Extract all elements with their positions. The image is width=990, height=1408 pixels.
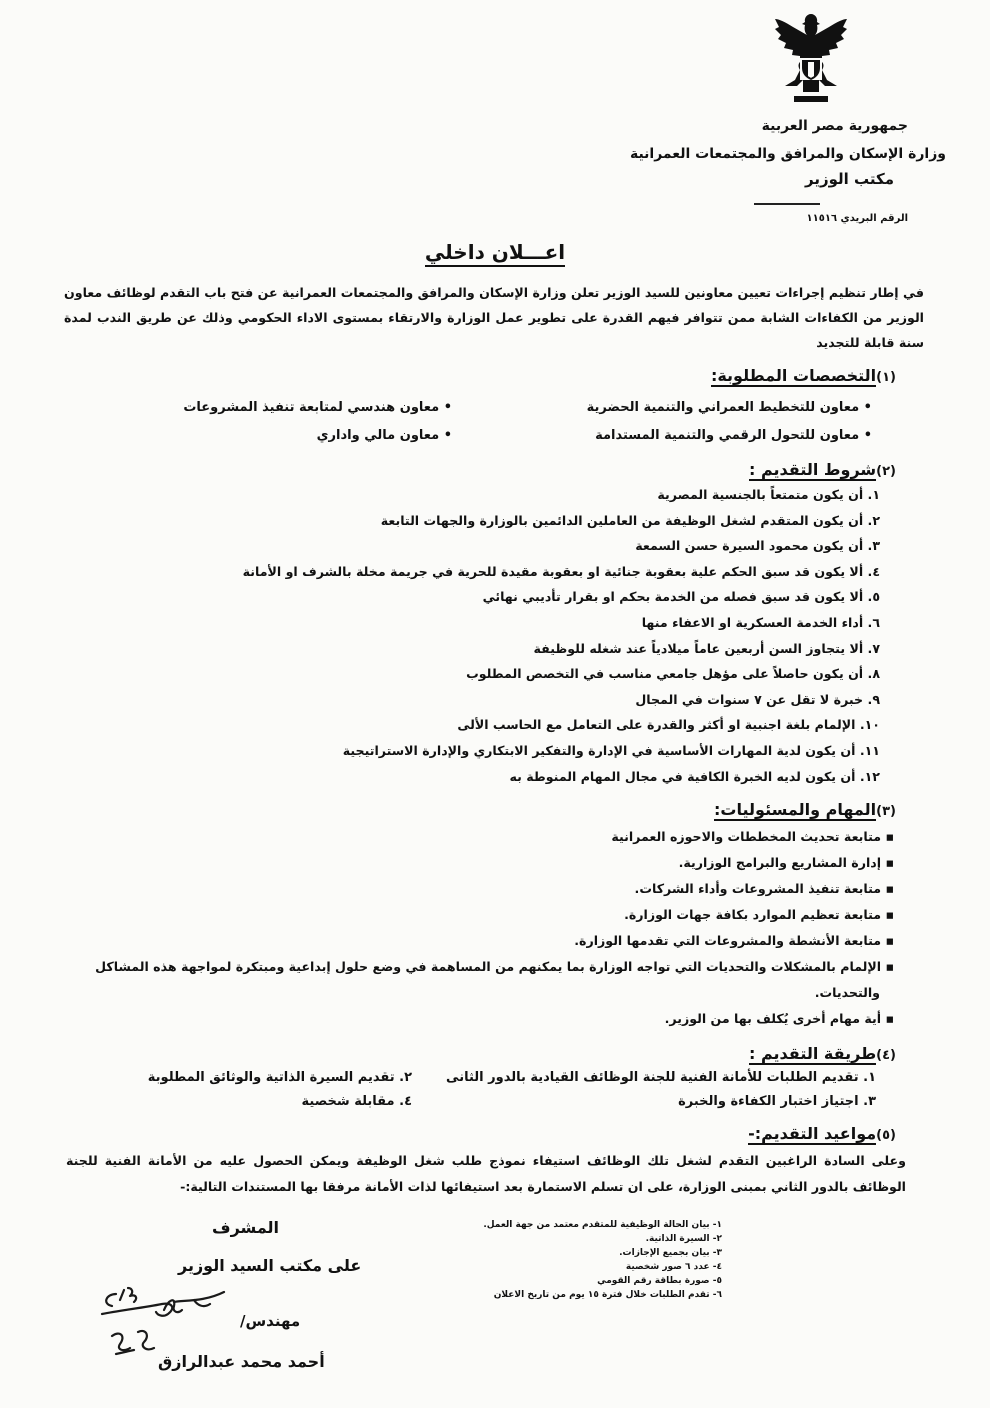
signature-role: المشرف: [212, 1218, 280, 1237]
eagle-emblem-icon: [766, 12, 856, 108]
specialty-item: • معاون مالي واداري: [316, 428, 452, 443]
method-item: ١. تقديم الطلبات للأمانة الفنية للجنة الوظائف القيادية بالدور الثانى: [446, 1070, 876, 1085]
method-item: ٤. مقابلة شخصية: [301, 1094, 412, 1109]
handwritten-signature-icon: [94, 1280, 244, 1376]
duty-item: ▪ متابعة تنفيذ المشروعات وأداء الشركات.: [634, 881, 894, 896]
condition-item: ١. أن يكون متمتعاً بالجنسية المصرية: [657, 487, 880, 502]
document-item: ٢- السيرة الذاتية.: [645, 1234, 722, 1244]
condition-item: ١٠. الإلمام بلغة اجنبية او أكثر والقدرة على التعامل مع الحاسب الألى: [457, 717, 880, 733]
required-documents-list: [483, 1218, 722, 1302]
method-item: ٣. اجتياز اختبار الكفاءة والخبرة: [678, 1094, 876, 1109]
duty-item: ▪ متابعة الأنشطة والمشروعات التي تقدمها الوزارة.: [574, 933, 894, 948]
header-country: جمهورية مصر العربية: [761, 118, 908, 134]
condition-item: ٧. ألا يتجاوز السن أربعين عاماً ميلادياً عند شغله للوظيفة: [533, 640, 880, 656]
document-item: ٦- تقدم الطلبات خلال فترة ١٥ يوم من تاريخ الاعلان: [493, 1290, 722, 1300]
document-item: ٣- بيان بجميع الإجازات.: [619, 1248, 722, 1258]
section-specialties-heading: (١)التخصصات المطلوبة:: [710, 366, 896, 385]
duty-item: ▪ أية مهام أخرى يُكلف بها من الوزير.: [664, 1011, 894, 1026]
specialty-item: • معاون هندسي لمتابعة تنفيذ المشروعات: [183, 400, 452, 415]
header-ministry: وزارة الإسكان والمرافق والمجتمعات العمرانية: [629, 146, 946, 162]
condition-item: ٢. أن يكون المتقدم لشغل الوظيفة من العاملين الدائمين بالوزارة والجهات التابعة: [380, 512, 880, 528]
specialties-column-right: [587, 394, 872, 450]
document-item: ٥- صورة بطاقة رقم القومي: [597, 1276, 722, 1286]
section-method-heading: (٤)طريقة التقديم :: [749, 1044, 896, 1063]
condition-item: ١٢. أن يكون لديه الخبرة الكافية في مجال المهام المنوطة به: [509, 768, 880, 784]
method-column-left: [148, 1066, 412, 1114]
duties-list: [94, 824, 894, 1032]
conditions-list: [243, 482, 880, 789]
condition-item: ٨. أن يكون حاصلاً على مؤهل جامعي مناسب في التخصص المطلوب: [466, 666, 880, 682]
announcement-title: اعـــلان داخلي: [0, 240, 990, 264]
duty-item: ▪ متابعة تحديث المخططات والاحوزه العمرانية: [611, 829, 894, 844]
condition-item: ٤. ألا يكون قد سبق الحكم علية بعقوبة جنائية او بعقوبة مقيدة للحرية في جريمة مخلة بالشرف او الأمانة: [242, 563, 880, 579]
duty-item: ▪ الإلمام بالمشكلات والتحديات التي تواجه الوزارة بما يمكنهم من المساهمة في وضع حلول إبداعية ومبتكرة لمواجهة هذه المشاكل والتحديات.: [95, 959, 894, 1000]
document-item: ١- بيان الحالة الوظيفية للمتقدم معتمد من جهة العمل.: [483, 1220, 722, 1230]
postal-code: الرقم البريدي ١١٥١٦: [806, 213, 908, 224]
condition-item: ٩. خبرة لا تقل عن ٧ سنوات في المجال: [635, 691, 880, 707]
document-item: ٤- عدد ٦ صور شخصية: [625, 1262, 722, 1272]
signature-name: أحمد محمد عبدالرازق: [158, 1352, 325, 1371]
condition-item: ١١. أن يكون لدية المهارات الأساسية في الإدارة والتفكير الابتكاري والإدارة الاستراتيجية: [342, 742, 880, 758]
condition-item: ٥. ألا يكون قد سبق فصله من الخدمة بحكم او بقرار تأديبي نهائي: [482, 589, 880, 605]
specialties-column-left: [183, 394, 452, 450]
signature-engineer-label: مهندس/: [240, 1312, 301, 1330]
dates-paragraph: وعلى السادة الراغبين التقدم لشغل تلك الوظائف استيفاء نموذج طلب شغل الوظيفة ويمكن الحصول عليه من الأمانة الفنية للجنة الوظائف بالدور الثاني بمبنى الوزارة، على ان تسلم الاستمارة بعد استيفائها لذات الأمانة مرفقا بها المستندات التالية:-: [66, 1153, 906, 1194]
section-duties-heading: (٣)المهام والمسئوليات:: [714, 800, 896, 819]
signature-office: على مكتب السيد الوزير: [178, 1256, 362, 1275]
section-conditions-heading: (٢)شروط التقديم :: [749, 460, 896, 479]
intro-paragraph: في إطار تنظيم إجراءات تعيين معاونين للسيد الوزير تعلن وزارة الإسكان والمرافق والمجتمعات العمرانية عن فتح باب التقدم لوظائف معاون الوزير من الكفاءات الشابة ممن تتوافر فيهم القدرة على تطوير عمل الوزارة والارتقاء بمستوى الاداء الحكومي وذلك عن طريق الندب لمدة سنة قابلة للتجديد: [64, 285, 924, 350]
specialty-item: • معاون للتخطيط العمراني والتنمية الحضرية: [586, 400, 872, 415]
specialty-item: • معاون للتحول الرقمي والتنمية المستدامة: [595, 428, 872, 443]
condition-item: ٣. أن يكون محمود السيرة حسن السمعة: [635, 538, 880, 554]
method-column-right: [446, 1066, 876, 1114]
duty-item: ▪ إدارة المشاريع والبرامج الوزارية.: [678, 855, 894, 870]
header-divider: [754, 203, 820, 205]
header-office: مكتب الوزير: [804, 170, 894, 188]
method-item: ٢. تقديم السيرة الذاتية والوثائق المطلوبة: [147, 1070, 412, 1085]
duty-item: ▪ متابعة تعظيم الموارد بكافة جهات الوزارة.: [624, 907, 894, 922]
section-dates-heading: (٥)مواعيد التقديم:-: [748, 1124, 896, 1143]
condition-item: ٦. أداء الخدمة العسكرية او الاعفاء منها: [641, 614, 880, 630]
